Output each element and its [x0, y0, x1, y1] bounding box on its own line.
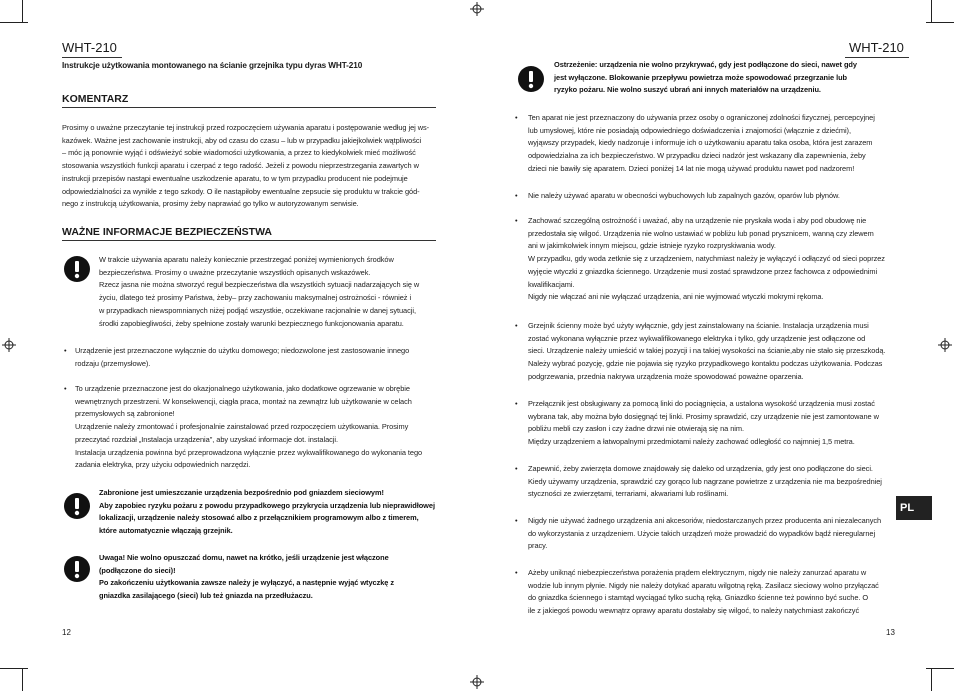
bullet-dot: •: [515, 191, 518, 200]
text-line: Między urządzeniem a łatwopalnymi przedmiotami należy zachować odległość co najmniej 1,5 metra.: [528, 437, 855, 447]
exclamation-warning-icon: [64, 256, 90, 282]
text-line: To urządzenie przeznaczone jest do okazjonalnego użytkowania, jako dodatkowe ogrzewanie w obrębie: [75, 384, 410, 393]
section-heading-safety: WAŻNE INFORMACJE BEZPIECZEŃSTWA: [62, 226, 436, 241]
text-line: Urządzenie należy zmontować i profesjonalnie zainstalować przed rozpoczęciem użytkowania. Prosimy: [75, 422, 409, 432]
list-item: [528, 190, 840, 203]
document-title: Instrukcje użytkowania montowanego na ścianie grzejnika typu dyras WHT-210: [62, 61, 363, 70]
text-line: Nigdy nie używać żadnego urządzenia ani akcesoriów, niedostarczanych przez producenta ani niezalecanych: [528, 516, 882, 525]
bullet-dot: •: [515, 568, 518, 577]
text-line: Ażeby uniknąć niebezpieczeństwa porażenia prądem elektrycznym, nigdy nie należy zanurzać aparatu w: [528, 568, 867, 577]
bullet-dot: •: [515, 464, 518, 473]
text-line: rodzaju (przemysłowe).: [75, 358, 151, 368]
header-rule: [62, 57, 122, 58]
text-line: wybrana tak, aby można było dosięgnąć tej linki. Prosimy sprawdzić, czy urządzenie nie jest zamontowane w: [528, 411, 879, 421]
warning-paragraph: [554, 59, 857, 97]
text-line: odpowiedzialna za ich bezpieczeństwo. W przypadku dzieci nadzór jest wskazany dla zapewnienia, żeby: [528, 151, 866, 161]
bullet-dot: •: [515, 516, 518, 525]
list-item: [528, 320, 885, 384]
text-line: ani w jakimkolwiek innym miejscu, gdzie istnieje ryzyko rozpryskiwania wody.: [528, 241, 776, 251]
warning-paragraph: [99, 487, 435, 538]
text-line: Kiedy używamy urządzenia, sprawdzić czy gorąco lub nagrzane powietrze z urządzenia nie ma bezpośredniej: [528, 476, 882, 486]
section-heading-komentarz: KOMENTARZ: [62, 93, 436, 108]
text-line: Aby zapobiec ryzyku pożaru z powodu przypadkowego przykrycia urządzenia lub nieprawidłowej: [99, 500, 435, 510]
text-line: sieci. Urządzenie należy umieścić w takiej pozycji i na takiej wysokości na ścianie,aby nie stało się przeszkodą.: [528, 346, 886, 356]
text-line: które automatycznie włączają grzejnik.: [99, 526, 233, 536]
text-line: pracy.: [528, 541, 548, 551]
language-tab: PL: [896, 496, 932, 520]
text-line: zostać wykonana wyłącznie przez wykwalifikowanego elektryka i tylko, gdy urządzenie jest odłączone od: [528, 333, 866, 343]
text-line: Uwaga! Nie wolno opuszczać domu, nawet na krótko, jeśli urządzenie jest włączone: [99, 553, 389, 562]
text-line: gniazdka zasilającego (sieci) lub też gniazda na przedłużaczu.: [99, 591, 313, 601]
text-line: Ten aparat nie jest przeznaczony do używania przez osoby o ograniczonej zdolności fizycznej, percepcyjnej: [528, 113, 875, 122]
text-line: życiu, dlatego też prosimy Państwa, żeby– przy zachowaniu maksymalnej ostrożności - również i: [99, 293, 412, 303]
text-line: stosowania wszystkich funkcji aparatu i czerpać z tego radość. Jeżeli z powodu nieprzestrzegania zawartych w: [62, 161, 419, 171]
text-line: Grzejnik ścienny może być użyty wyłącznie, gdy jest zainstalowany na ścianie. Instalacja urządzenia musi: [528, 321, 869, 330]
list-item: [528, 215, 885, 304]
text-line: (podłączone do sieci)!: [99, 565, 176, 575]
text-line: do gniazdka ściennego i stamtąd wyciągać tylko suchą ręką. Gniazdko ścienne też powinno być suche. O: [528, 593, 869, 603]
exclamation-warning-icon: [518, 66, 544, 92]
text-line: Rzecz jasna nie można stworzyć reguł bezpieczeństwa dla wszystkich sytuacji nadarzających się w: [99, 280, 420, 290]
list-item: [75, 383, 422, 472]
page-number: 12: [62, 628, 71, 637]
bullet-dot: •: [64, 346, 67, 355]
safety-intro-paragraph: [99, 254, 419, 330]
exclamation-warning-icon: [64, 493, 90, 519]
text-line: Zapewnić, żeby zwierzęta domowe znajdowały się daleko od urządzenia, gdy jest ono podłączone do sieci.: [528, 464, 873, 473]
text-line: Po zakończeniu użytkowania zawsze należy je wyłączyć, a następnie wyjąć wtyczkę z: [99, 578, 394, 588]
text-line: ryzyko pożaru. Nie wolno suszyć ubrań ani innych materiałów na urządzeniu.: [554, 85, 821, 95]
text-line: W przypadku, gdy woda zetknie się z urządzeniem, natychmiast należy je wyłączyć i odłączyć od sieci poprzez: [528, 254, 885, 264]
exclamation-warning-icon: [64, 556, 90, 582]
text-line: dzieci nie bawiły się aparatem. Dzieci poniżej 14 lat nie mogą używać produktu nawet pod nadzorem!: [528, 163, 855, 173]
text-line: Nigdy nie włączać ani nie wyłączać urządzenia, ani nie wyjmować wtyczki mokrymi rękoma.: [528, 292, 824, 302]
text-line: nego z instrukcją użytkowania, prosimy żeby naprawiać go tylko w autoryzowanym serwisie.: [62, 199, 359, 209]
list-item: [528, 398, 879, 449]
list-item: [528, 112, 875, 176]
text-line: podgrzewania, przednia nakrywa urządzenia może spowodować poważne oparzenia.: [528, 371, 804, 381]
text-line: przemysłowych są zabronione!: [75, 409, 175, 419]
text-line: przedostała się wilgoć. Urządzenia nie wolno ustawiać w pobliżu lub ponad prysznicem, wanną czy zlewem: [528, 228, 874, 238]
text-line: przeczytać rozdział „Instalacja urządzenia", aby uzyskać informacje dot. instalacji.: [75, 434, 338, 444]
text-line: W trakcie używania aparatu należy koniecznie przestrzegać poniżej wymienionych środków: [99, 255, 394, 264]
text-line: pobliżu mebli czy zasłon i czy żadne drzwi nie otwierają się na nim.: [528, 424, 744, 434]
text-line: wyjęcie wtyczki z gniazdka ściennego. Urządzenie musi zostać sprawdzone przez fachowca z odpowiednimi: [528, 266, 878, 276]
text-line: ile z jakiegoś powodu wewnątrz oprawy aparatu dostałaby się wilgoć, to należy natychmiast zakończyć: [528, 606, 860, 616]
text-line: Urządzenie jest przeznaczone wyłącznie do użytku domowego; niedozwolone jest zastosowanie innego: [75, 346, 410, 355]
text-line: wyjąwszy przypadek, kiedy nadzoruje i informuje ich o użytkowaniu aparatu taka osoba, która jest zarazem: [528, 138, 873, 148]
bullet-dot: •: [515, 216, 518, 225]
list-item: [528, 515, 881, 553]
list-item: [528, 567, 879, 618]
text-line: Prosimy o uważne przeczytanie tej instrukcji przed rozpoczęciem używania aparatu i postępowanie według jej ws-: [62, 123, 430, 132]
text-line: Nie należy używać aparatu w obecności wybuchowych lub zapalnych gazów, oparów lub płynów.: [528, 191, 840, 200]
bullet-dot: •: [515, 399, 518, 408]
header-rule: [845, 57, 909, 58]
bullet-dot: •: [515, 113, 518, 122]
text-line: wewnętrznych przestrzeni. W konsekwencji, ciągła praca, montaż na zewnątrz lub użytkowanie w celach: [75, 396, 412, 406]
text-line: jest wyłączone. Blokowanie przepływu powietrza może spowodować przegrzanie lub: [554, 72, 848, 82]
bullet-dot: •: [64, 384, 67, 393]
komentarz-paragraph: [62, 122, 429, 211]
text-line: środki zapobiegliwości, żeby spełnione zostały warunki bezpiecznego funkcjonowania aparatu.: [99, 318, 404, 328]
page-right: [477, 0, 954, 691]
text-line: styczności ze zwierzętami, terrariami, akwariami lub roślinami.: [528, 489, 729, 499]
text-line: – móc ją ponownie wyjąć i odświeżyć sobie wiadomości użytkowania, a przez to kiedykolwiek mieć możliwość: [62, 148, 416, 158]
list-item: [528, 463, 882, 501]
text-line: Należy wybrać pozycję, gdzie nie pojawia się ryzyko przypadkowego kontaktu podczas użytkowania. Podczas: [528, 359, 883, 369]
text-line: lokalizacji, urządzenie należy stosować albo z przełącznikiem programowym albo z timerem,: [99, 513, 419, 523]
text-line: kazówek. Ważne jest zachowanie instrukcji, aby od czasu do czasu – lub w przypadku jakiejkolwiek wątpliwości: [62, 135, 422, 145]
text-line: odpowiedzialności za wynikłe z tego szkody. O ile nastąpiłoby ewentualne zepsucie się produktu w trakcie gód-: [62, 186, 420, 196]
bullet-dot: •: [515, 321, 518, 330]
text-line: do wykorzystania z urządzeniem. Użycie takich urządzeń może prowadzić do wypadków bądź nieregularnej: [528, 528, 876, 538]
text-line: w przypadkach niewspomnianych niżej podjąć wszystkie, oczekiwane racjonalnie w danej sytuacji,: [99, 305, 416, 315]
text-line: Zachować szczególną ostrożność i uważać, aby na urządzenie nie pryskała woda i aby pod obudowę nie: [528, 216, 867, 225]
model-name: WHT-210: [62, 40, 117, 55]
model-name: WHT-210: [849, 40, 904, 55]
text-line: zadania elektryka, przy użyciu odpowiednich narzędzi.: [75, 460, 251, 470]
text-line: instrukcji przepisów nastąpi ewentualne uszkodzenie aparatu, to w tym przypadku producent nie podejmuje: [62, 173, 408, 183]
text-line: Zabronione jest umieszczanie urządzenia bezpośrednio pod gniazdem sieciowym!: [99, 488, 384, 497]
text-line: kwalifikacjami.: [528, 279, 575, 289]
text-line: lub umysłowej, które nie posiadają odpowiedniego doświadczenia i znajomości (włącznie z dziećmi),: [528, 125, 851, 135]
warning-paragraph: [99, 552, 394, 603]
text-line: bezpieczeństwa. Prosimy o uważne przeczytanie wszystkich opisanych wskazówek.: [99, 267, 371, 277]
list-item: [75, 345, 409, 370]
text-line: wodzie lub innym płynie. Nigdy nie należy dotykać aparatu wilgotną ręką. Zasilacz sieciowy wolno przyłączać: [528, 580, 879, 590]
text-line: Przełącznik jest obsługiwany za pomocą linki do pociągnięcia, a ustalona wysokość urządzenia musi zostać: [528, 399, 875, 408]
text-line: Instalacja urządzenia powinna być przeprowadzona wyłącznie przez wykwalifikowanego do wykonania tego: [75, 447, 423, 457]
page-number: 13: [886, 628, 895, 637]
text-line: Ostrzeżenie: urządzenia nie wolno przykrywać, gdy jest podłączone do sieci, nawet gdy: [554, 60, 857, 69]
